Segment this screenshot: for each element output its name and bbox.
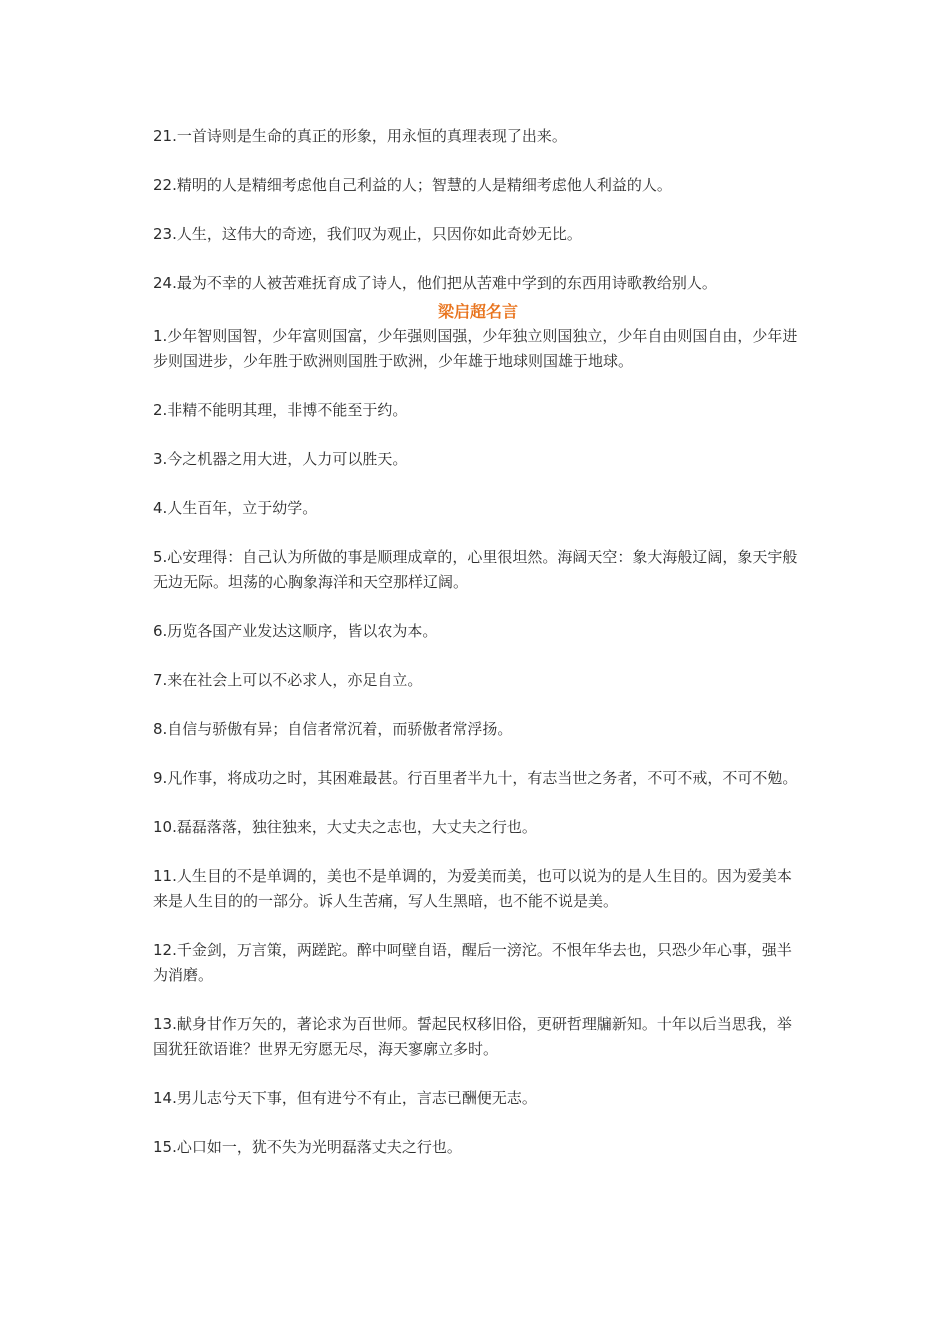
liang-quote-6: 6.历览各国产业发达这顺序，皆以农为本。 xyxy=(153,622,438,640)
liang-quote-9: 9.凡作事，将成功之时，其困难最甚。行百里者半九十，有志当世之务者，不可不戒，不可不勉。 xyxy=(153,769,798,787)
quote-21: 21.一首诗则是生命的真正的形象，用永恒的真理表现了出来。 xyxy=(153,127,567,145)
liang-quote-8: 8.自信与骄傲有异；自信者常沉着，而骄傲者常浮扬。 xyxy=(153,720,513,738)
document-page xyxy=(153,124,803,1160)
liang-quote-4: 4.人生百年，立于幼学。 xyxy=(153,499,318,517)
liang-quote-2: 2.非精不能明其理，非博不能至于约。 xyxy=(153,401,408,419)
liang-quote-7: 7.来在社会上可以不必求人，亦足自立。 xyxy=(153,671,423,689)
liang-quote-1: 1.少年智则国智，少年富则国富，少年强则国强，少年独立则国独立，少年自由则国自由，少年进步则国进步，少年胜于欧洲则国胜于欧洲，少年雄于地球则国雄于地球。 xyxy=(153,327,798,370)
liang-quote-11: 11.人生目的不是单调的，美也不是单调的，为爱美而美，也可以说为的是人生目的。因为爱美本来是人生目的的一部分。诉人生苦痛，写人生黑暗，也不能不说是美。 xyxy=(153,867,792,910)
liang-quote-15: 15.心口如一，犹不失为光明磊落丈夫之行也。 xyxy=(153,1138,462,1156)
liang-quote-14: 14.男儿志兮天下事，但有进兮不有止，言志已酬便无志。 xyxy=(153,1089,537,1107)
liang-quote-3: 3.今之机器之用大进，人力可以胜天。 xyxy=(153,450,408,468)
liang-quote-12: 12.千金剑，万言策，两蹉跎。醉中呵壁自语，醒后一滂沱。不恨年华去也，只恐少年心事，强半为消磨。 xyxy=(153,941,792,984)
liang-quote-5: 5.心安理得：自己认为所做的事是顺理成章的，心里很坦然。海阔天空：象大海般辽阔，象天宇般无边无际。坦荡的心胸象海洋和天空那样辽阔。 xyxy=(153,548,798,591)
quote-23: 23.人生，这伟大的奇迹，我们叹为观止，只因你如此奇妙无比。 xyxy=(153,225,582,243)
quote-24: 24.最为不幸的人被苦难抚育成了诗人，他们把从苦难中学到的东西用诗歌教给别人。 xyxy=(153,274,717,292)
section-heading: 梁启超名言 xyxy=(437,302,518,321)
quote-22: 22.精明的人是精细考虑他自己利益的人；智慧的人是精细考虑他人利益的人。 xyxy=(153,176,672,194)
liang-quote-10: 10.磊磊落落，独往独来，大丈夫之志也，大丈夫之行也。 xyxy=(153,818,537,836)
liang-quote-13: 13.献身甘作万矢的，著论求为百世师。誓起民权移旧俗，更研哲理牖新知。十年以后当思我，举国犹狂欲语谁？世界无穷愿无尽，海天寥廓立多时。 xyxy=(153,1015,792,1058)
